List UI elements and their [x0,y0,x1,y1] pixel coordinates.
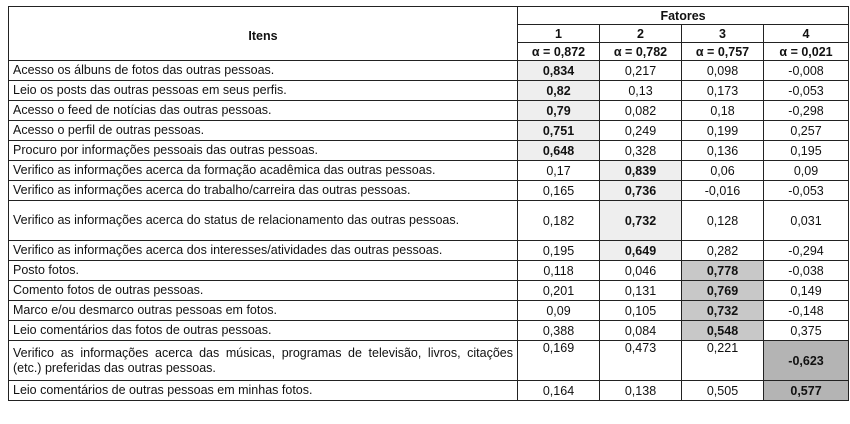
factor-number-1: 1 [518,25,600,43]
table-row [9,181,849,201]
loading-cell: 0,149 [764,281,849,301]
item-label: Leio os posts das outras pessoas em seus perfis. [9,81,518,101]
loading-cell: 0,195 [518,241,600,261]
loading-cell: 0,649 [600,241,682,261]
loading-cell: 0,182 [518,201,600,241]
alpha-factor-3: α = 0,757 [682,43,764,61]
table-row [9,381,849,401]
table-row [9,101,849,121]
item-label: Verifico as informações acerca do status de relacionamento das outras pessoas. [9,201,518,241]
factor-number-2: 2 [600,25,682,43]
alpha-factor-1: α = 0,872 [518,43,600,61]
loading-cell: 0,82 [518,81,600,101]
loading-cell: 0,548 [682,321,764,341]
loading-cell: 0,031 [764,201,849,241]
loading-cell: -0,148 [764,301,849,321]
loading-cell: -0,053 [764,81,849,101]
item-label: Leio comentários das fotos de outras pessoas. [9,321,518,341]
loading-cell: 0,505 [682,381,764,401]
loading-cell: 0,282 [682,241,764,261]
loading-cell: -0,623 [764,341,849,381]
table-row [9,61,849,81]
loading-cell: 0,195 [764,141,849,161]
loading-cell: 0,732 [682,301,764,321]
table-row [9,141,849,161]
loading-cell: 0,131 [600,281,682,301]
loading-cell: 0,221 [682,341,764,381]
factors-header: Fatores [518,7,849,25]
loading-cell: 0,751 [518,121,600,141]
alpha-factor-2: α = 0,782 [600,43,682,61]
table-row [9,261,849,281]
loading-cell: -0,038 [764,261,849,281]
item-label: Acesso o perfil de outras pessoas. [9,121,518,141]
loading-cell: 0,165 [518,181,600,201]
loading-cell: 0,09 [764,161,849,181]
loading-cell: 0,169 [518,341,600,381]
loading-cell: 0,577 [764,381,849,401]
item-label: Acesso os álbuns de fotos das outras pessoas. [9,61,518,81]
loading-cell: 0,118 [518,261,600,281]
table-row [9,341,849,381]
item-label: Procuro por informações pessoais das outras pessoas. [9,141,518,161]
loading-cell: 0,834 [518,61,600,81]
table-row [9,281,849,301]
item-label: Verifico as informações acerca do trabalho/carreira das outras pessoas. [9,181,518,201]
loading-cell: 0,082 [600,101,682,121]
item-label: Verifico as informações acerca dos interesses/atividades das outras pessoas. [9,241,518,261]
loading-cell: 0,648 [518,141,600,161]
alpha-factor-4: α = 0,021 [764,43,849,61]
loading-cell: 0,173 [682,81,764,101]
loading-cell: 0,06 [682,161,764,181]
item-label: Acesso o feed de notícias das outras pessoas. [9,101,518,121]
factor-loadings-table [8,6,849,401]
table-row [9,201,849,241]
loading-cell: 0,839 [600,161,682,181]
loading-cell: 0,18 [682,101,764,121]
loading-cell: 0,138 [600,381,682,401]
factor-number-4: 4 [764,25,849,43]
loading-cell: 0,17 [518,161,600,181]
loading-cell: 0,098 [682,61,764,81]
loading-cell: 0,473 [600,341,682,381]
item-label: Posto fotos. [9,261,518,281]
item-label: Marco e/ou desmarco outras pessoas em fotos. [9,301,518,321]
loading-cell: 0,778 [682,261,764,281]
loading-cell: -0,298 [764,101,849,121]
loading-cell: 0,199 [682,121,764,141]
loading-cell: 0,201 [518,281,600,301]
table-row [9,241,849,261]
loading-cell: -0,294 [764,241,849,261]
loading-cell: -0,053 [764,181,849,201]
table-row [9,301,849,321]
loading-cell: 0,328 [600,141,682,161]
loading-cell: -0,016 [682,181,764,201]
loading-cell: 0,217 [600,61,682,81]
loading-cell: 0,732 [600,201,682,241]
loading-cell: 0,249 [600,121,682,141]
loading-cell: 0,136 [682,141,764,161]
loading-cell: 0,736 [600,181,682,201]
loading-cell: 0,375 [764,321,849,341]
loading-cell: 0,105 [600,301,682,321]
items-header: Itens [9,7,518,61]
table-row [9,81,849,101]
loading-cell: -0,008 [764,61,849,81]
loading-cell: 0,79 [518,101,600,121]
item-label: Verifico as informações acerca da formação acadêmica das outras pessoas. [9,161,518,181]
factor-number-3: 3 [682,25,764,43]
item-label: Verifico as informações acerca das músicas, programas de televisão, livros, citações (etc.) preferidas das outras pessoas. [9,341,518,381]
loading-cell: 0,128 [682,201,764,241]
loading-cell: 0,084 [600,321,682,341]
loading-cell: 0,388 [518,321,600,341]
item-label: Comento fotos de outras pessoas. [9,281,518,301]
loading-cell: 0,164 [518,381,600,401]
loading-cell: 0,09 [518,301,600,321]
loading-cell: 0,257 [764,121,849,141]
item-label: Leio comentários de outras pessoas em minhas fotos. [9,381,518,401]
loading-cell: 0,046 [600,261,682,281]
table-row [9,161,849,181]
loading-cell: 0,769 [682,281,764,301]
loading-cell: 0,13 [600,81,682,101]
table-row [9,321,849,341]
table-row [9,121,849,141]
